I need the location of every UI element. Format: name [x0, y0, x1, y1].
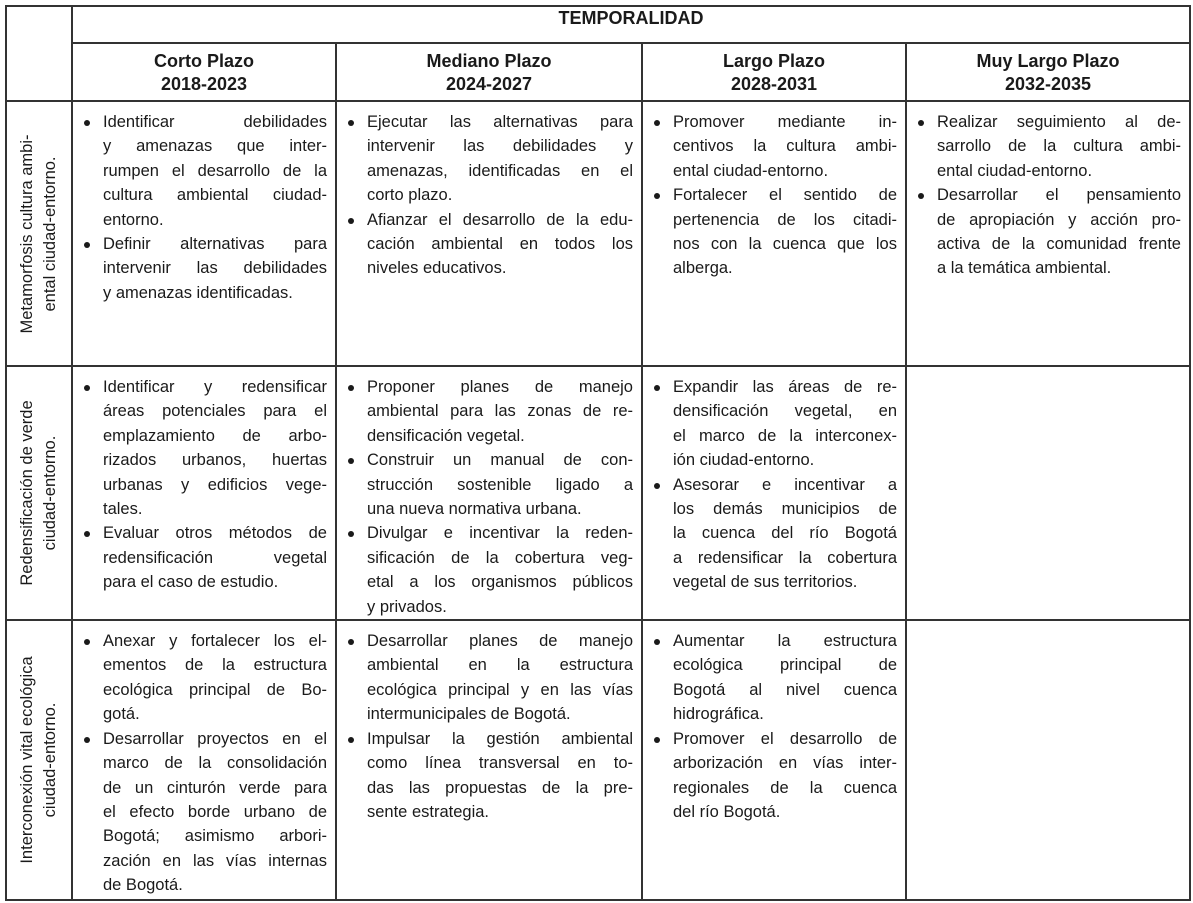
action-cell [336, 366, 642, 620]
bullet-item [81, 232, 327, 305]
bullet-item [915, 110, 1181, 183]
row-label-line: ciudad-entorno. [41, 702, 59, 818]
bullet-line: Identificar y redensificar [103, 378, 327, 396]
action-cell [72, 101, 336, 366]
bullet-line: los demás municipios de [673, 500, 897, 519]
bullet-line: intermunicipales de Bogotá. [367, 705, 571, 724]
action-cell [336, 101, 642, 366]
bullet-line: Bogotá; asimismo arbori- [103, 827, 327, 846]
action-cell [72, 366, 336, 620]
bullet-line: ecológica principal y en las vías [367, 680, 633, 699]
bullet-item [81, 521, 327, 594]
bullet-line: Fortalecer el sentido de [673, 186, 897, 205]
bullet-item [345, 208, 633, 281]
bullet-line: intervenir las debilidades y [367, 137, 633, 156]
bullet-item [81, 375, 327, 521]
column-years: 2028-2031 [730, 74, 818, 94]
bullet-line: Identificar debilidades [103, 113, 327, 131]
bullet-line: ecológica principal de [673, 656, 897, 675]
column-years: 2018-2023 [160, 74, 248, 94]
bullet-item [915, 183, 1181, 281]
bullet-line: y privados. [367, 597, 447, 616]
bullet-line: corto plazo. [367, 186, 453, 205]
bullet-line: das las propuestas de la pre- [367, 778, 633, 797]
bullet-line: Desarrollar el pensamiento [937, 186, 1181, 205]
bullet-line: el efecto borde urbano de [103, 802, 327, 821]
bullet-line: de un cinturón verde para [103, 778, 327, 797]
bullet-line: Asesorar e incentivar a [673, 475, 897, 494]
bullet-item [81, 629, 327, 727]
bullet-line: una nueva normativa urbana. [367, 500, 582, 519]
temporality-header: TEMPORALIDAD [72, 6, 1190, 43]
action-cell [906, 101, 1190, 366]
bullet-line: ementos de la estructura [103, 656, 327, 675]
bullet-line: Impulsar la gestión ambiental [367, 729, 633, 748]
bullet-line: Anexar y fortalecer los el- [103, 632, 327, 651]
bullet-line: ambiental para las zonas de re- [367, 402, 633, 421]
bullet-line: cultura ambiental ciudad- [103, 186, 327, 205]
row-label [6, 101, 72, 366]
bullet-line: a la temática ambiental. [937, 259, 1112, 278]
bullet-line: Promover mediante in- [673, 113, 897, 131]
row-label-line: Interconexión vital ecológica [18, 656, 36, 864]
bullet-line: emplazamiento de arbo- [103, 426, 327, 445]
bullet-line: Afianzar el desarrollo de la edu- [367, 210, 633, 229]
bullet-line: zación en las vías internas [103, 851, 327, 870]
bullet-line: centivos la cultura ambi- [673, 137, 897, 156]
bullet-item [345, 375, 633, 448]
bullet-line: Ejecutar las alternativas para [367, 113, 633, 131]
bullet-line: urbanas y edificios vege- [103, 475, 327, 494]
bullet-line: sente estrategia. [367, 802, 489, 821]
bullet-line: Evaluar otros métodos de [103, 524, 327, 543]
bullet-item [345, 110, 633, 208]
bullet-line: para el caso de estudio. [103, 573, 279, 592]
bullet-line: vegetal de sus territorios. [673, 573, 858, 592]
bullet-line: Construir un manual de con- [367, 451, 633, 470]
bullet-line: cación ambiental en todos los [367, 235, 633, 254]
bullet-item [345, 521, 633, 619]
bullet-item [651, 375, 897, 473]
bullet-line: rizados urbanos, huertas [103, 451, 327, 470]
row-label-line: ciudad-entorno. [41, 435, 59, 551]
bullet-line: el marco de la interconex- [673, 426, 897, 445]
action-cell [642, 620, 906, 900]
corner-cell [6, 6, 72, 101]
bullet-item [651, 183, 897, 281]
bullet-line: hidrográfica. [673, 705, 764, 724]
bullet-line: Promover el desarrollo de [673, 729, 897, 748]
bullet-item [651, 727, 897, 825]
bullet-line: regionales de la cuenca [673, 778, 897, 797]
bullet-line: arborización en vías inter- [673, 754, 897, 773]
column-header [642, 43, 906, 101]
bullet-line: Bogotá al nivel cuenca [673, 680, 897, 699]
column-header [906, 43, 1190, 101]
bullet-line: rumpen el desarrollo de la [103, 161, 327, 180]
bullet-line: nos con la cuenca que los [673, 235, 897, 254]
bullet-item [651, 473, 897, 595]
bullet-item [81, 110, 327, 232]
bullet-item [345, 629, 633, 727]
bullet-line: Divulgar e incentivar la reden- [367, 524, 633, 543]
table-row [6, 366, 1190, 620]
bullet-line: sificación de la cobertura veg- [367, 548, 633, 567]
bullet-line: entorno. [103, 210, 164, 229]
table-row [6, 101, 1190, 366]
row-label-line: Redensificación de verde [18, 400, 36, 586]
row-label [6, 620, 72, 900]
bullet-line: ental ciudad-entorno. [673, 161, 829, 180]
bullet-line: Expandir las áreas de re- [673, 378, 897, 396]
bullet-line: Proponer planes de manejo [367, 378, 633, 396]
bullet-item [81, 727, 327, 898]
bullet-line: Realizar seguimiento al de- [937, 113, 1181, 131]
bullet-line: densificación vegetal. [367, 426, 525, 445]
column-name: Largo Plazo [722, 51, 825, 71]
bullet-line: ental ciudad-entorno. [937, 161, 1093, 180]
column-name: Corto Plazo [153, 51, 254, 71]
bullet-item [345, 727, 633, 825]
bullet-line: marco de la consolidación [103, 754, 327, 773]
action-cell [906, 620, 1190, 900]
bullet-line: ión ciudad-entorno. [673, 451, 815, 470]
action-cell [336, 620, 642, 900]
bullet-line: ecológica principal de Bo- [103, 680, 327, 699]
bullet-line: y amenazas que inter- [103, 137, 327, 156]
bullet-line: densificación vegetal, en [673, 402, 897, 421]
bullet-line: amenazas, identificadas en el [367, 161, 633, 180]
bullet-line: Desarrollar planes de manejo [367, 632, 633, 651]
column-name: Muy Largo Plazo [976, 51, 1120, 71]
action-cell [906, 366, 1190, 620]
bullet-line: strucción sostenible ligado a [367, 475, 633, 494]
bullet-line: Desarrollar proyectos en el [103, 729, 327, 748]
row-label-line: ental ciudad-entorno. [41, 155, 59, 312]
temporality-table [5, 5, 1191, 901]
row-label [6, 366, 72, 620]
column-header [72, 43, 336, 101]
bullet-line: Aumentar la estructura [673, 632, 897, 651]
column-name: Mediano Plazo [426, 51, 552, 71]
bullet-line: alberga. [673, 259, 733, 278]
bullet-line: áreas potenciales para el [103, 402, 327, 421]
bullet-line: ambiental en la estructura [367, 656, 633, 675]
action-cell [642, 101, 906, 366]
bullet-line: la cuenca del río Bogotá [673, 524, 897, 543]
bullet-line: del río Bogotá. [673, 802, 781, 821]
bullet-line: y amenazas identificadas. [103, 283, 293, 302]
bullet-line: de Bogotá. [103, 876, 183, 895]
bullet-line: gotá. [103, 705, 140, 724]
bullet-line: redensificación vegetal [103, 548, 327, 567]
bullet-item [345, 448, 633, 521]
bullet-line: intervenir las debilidades [103, 259, 327, 278]
bullet-line: niveles educativos. [367, 259, 507, 278]
action-cell [642, 366, 906, 620]
bullet-line: sarrollo de la cultura ambi- [937, 137, 1181, 156]
bullet-line: etal a los organismos públicos [367, 573, 633, 592]
bullet-line: activa de la comunidad frente [937, 235, 1181, 254]
action-cell [72, 620, 336, 900]
bullet-line: a redensificar la cobertura [673, 548, 897, 567]
table-row [6, 620, 1190, 900]
bullet-line: tales. [103, 500, 143, 519]
bullet-item [651, 629, 897, 727]
bullet-line: pertenencia de los citadi- [673, 210, 897, 229]
bullet-item [651, 110, 897, 183]
bullet-line: de apropiación y acción pro- [937, 210, 1181, 229]
column-header [336, 43, 642, 101]
row-label-line: Metamorfosis cultura ambi- [18, 134, 36, 333]
column-years: 2032-2035 [1004, 74, 1092, 94]
bullet-line: como línea transversal en to- [367, 754, 633, 773]
bullet-line: Definir alternativas para [103, 235, 327, 254]
column-years: 2024-2027 [445, 74, 533, 94]
